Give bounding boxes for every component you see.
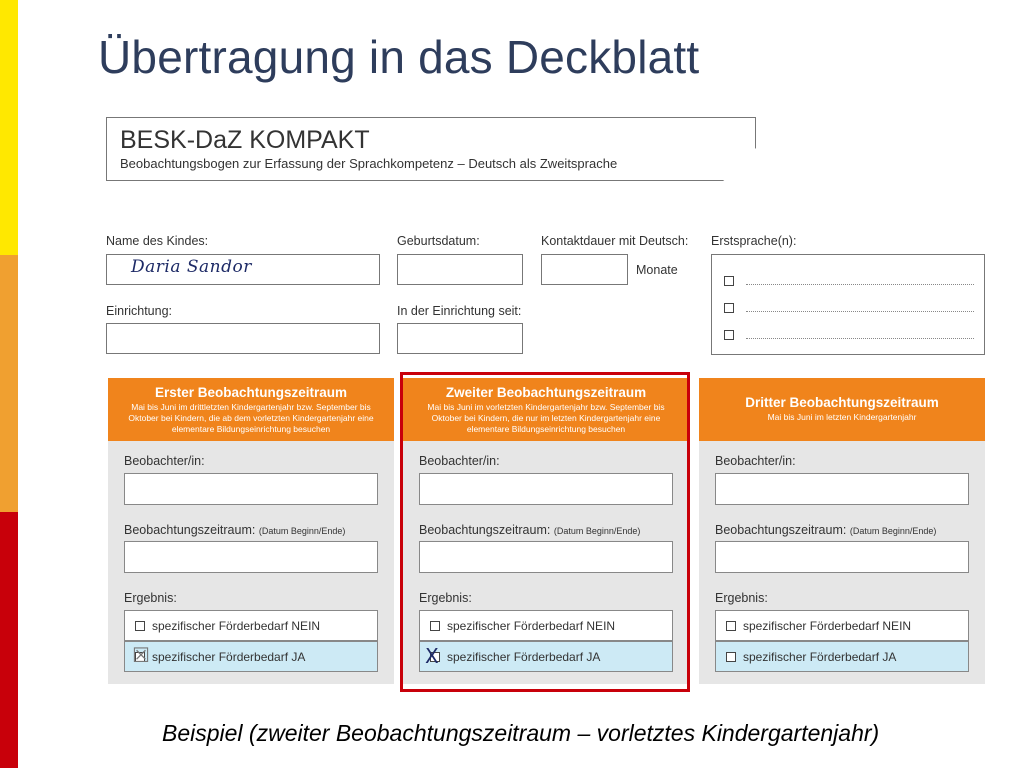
institution-label: Einrichtung: [106, 304, 173, 318]
first-language-label: Erstsprache(n): [711, 234, 797, 248]
checkbox-yes[interactable] [726, 652, 736, 662]
observer-label: Beobachter/in: [124, 454, 205, 468]
accent-bar-orange [0, 255, 18, 512]
result-label: Ergebnis: [715, 591, 768, 605]
period-hint: (Datum Beginn/Ende) [258, 526, 346, 536]
slide-caption: Beispiel (zweiter Beobachtungszeitraum – vorletztes Kindergartenjahr) [162, 720, 880, 746]
institution-since-field[interactable] [397, 323, 523, 354]
result-label: Ergebnis: [419, 591, 472, 605]
contact-duration-label: Kontaktdauer mit Deutsch: [541, 234, 689, 248]
result-option-no[interactable] [124, 610, 378, 641]
form-header [106, 117, 756, 181]
institution-since-label: In der Einrichtung seit: [397, 304, 522, 318]
panel-subtitle: Mai bis Juni im drittletzten Kindergartenjahr bzw. September bis Oktober bei Kindern, die ab dem vorletzten Kindergartenjahr eine elementare Bildungseinrichtung besuchen [128, 402, 374, 434]
observer-label: Beobachter/in: [715, 454, 796, 468]
panel-third-period [699, 378, 985, 684]
language-line[interactable] [746, 284, 974, 285]
option-yes-label: spezifischer Förderbedarf JA [152, 650, 306, 664]
panel-title: Dritter Beobachtungszeitraum [745, 395, 939, 410]
contact-duration-unit: Monate [636, 263, 678, 277]
option-yes-label: spezifischer Förderbedarf JA [743, 650, 897, 664]
panel-header [699, 378, 985, 441]
period-label [715, 523, 936, 537]
accent-bar-yellow [0, 0, 18, 255]
form-header-title: BESK-DaZ KOMPAKT [120, 126, 370, 154]
period-hint: (Datum Beginn/Ende) [849, 526, 937, 536]
panel-title: Erster Beobachtungszeitraum [154, 385, 348, 400]
period-label-text: Beobachtungszeitraum: [419, 523, 551, 537]
form-header-subtitle: Beobachtungsbogen zur Erfassung der Sprachkompetenz – Deutsch als Zweitsprache [120, 156, 618, 171]
period-label-text: Beobachtungszeitraum: [715, 523, 847, 537]
birthdate-field[interactable] [397, 254, 523, 285]
period-field[interactable] [124, 541, 378, 573]
result-option-no[interactable] [715, 610, 969, 641]
yes-mark: ☒ [132, 643, 150, 667]
accent-bar-red [0, 512, 18, 768]
panel-subtitle: Mai bis Juni im letzten Kindergartenjahr [767, 412, 917, 422]
period-field[interactable] [715, 541, 969, 573]
result-label: Ergebnis: [124, 591, 177, 605]
observer-label: Beobachter/in: [419, 454, 500, 468]
option-yes-label: spezifischer Förderbedarf JA [447, 650, 601, 664]
name-field[interactable] [106, 254, 380, 285]
observer-field[interactable] [715, 473, 969, 505]
language-checkbox[interactable] [724, 303, 734, 313]
name-label: Name des Kindes: [106, 234, 209, 248]
yes-mark: X [425, 644, 439, 668]
language-line[interactable] [746, 338, 974, 339]
observer-field[interactable] [124, 473, 378, 505]
checkbox-no[interactable] [135, 621, 145, 631]
result-option-yes[interactable] [715, 641, 969, 672]
panel-header [108, 378, 394, 441]
result-option-yes[interactable] [124, 641, 378, 672]
period-label-text: Beobachtungszeitraum: [124, 523, 256, 537]
highlight-frame [400, 372, 690, 692]
option-no-label: spezifischer Förderbedarf NEIN [743, 619, 912, 633]
language-row [724, 328, 974, 342]
contact-duration-field[interactable] [541, 254, 628, 285]
panel-subtitle: Mai bis Juni im vorletzten Kindergartenjahr bzw. September bis Oktober bei Kindern, die nur im letzten Kindergartenjahr eine elementare Bildungseinrichtung besuchen [427, 402, 665, 434]
period-label [124, 523, 345, 537]
panel-first-period [108, 378, 394, 684]
language-row [724, 274, 974, 288]
option-no-label: spezifischer Förderbedarf NEIN [447, 619, 616, 633]
first-language-box [711, 254, 985, 355]
language-checkbox[interactable] [724, 276, 734, 286]
slide-title: Übertragung in das Deckblatt [98, 31, 700, 83]
institution-field[interactable] [106, 323, 380, 354]
name-value: Daria Sandor [131, 257, 252, 277]
option-no-label: spezifischer Förderbedarf NEIN [152, 619, 321, 633]
period-hint: (Datum Beginn/Ende) [553, 526, 641, 536]
language-row [724, 301, 974, 315]
panel-title: Zweiter Beobachtungszeitraum [445, 385, 647, 400]
language-line[interactable] [746, 311, 974, 312]
birthdate-label: Geburtsdatum: [397, 234, 480, 248]
checkbox-no[interactable] [726, 621, 736, 631]
language-checkbox[interactable] [724, 330, 734, 340]
